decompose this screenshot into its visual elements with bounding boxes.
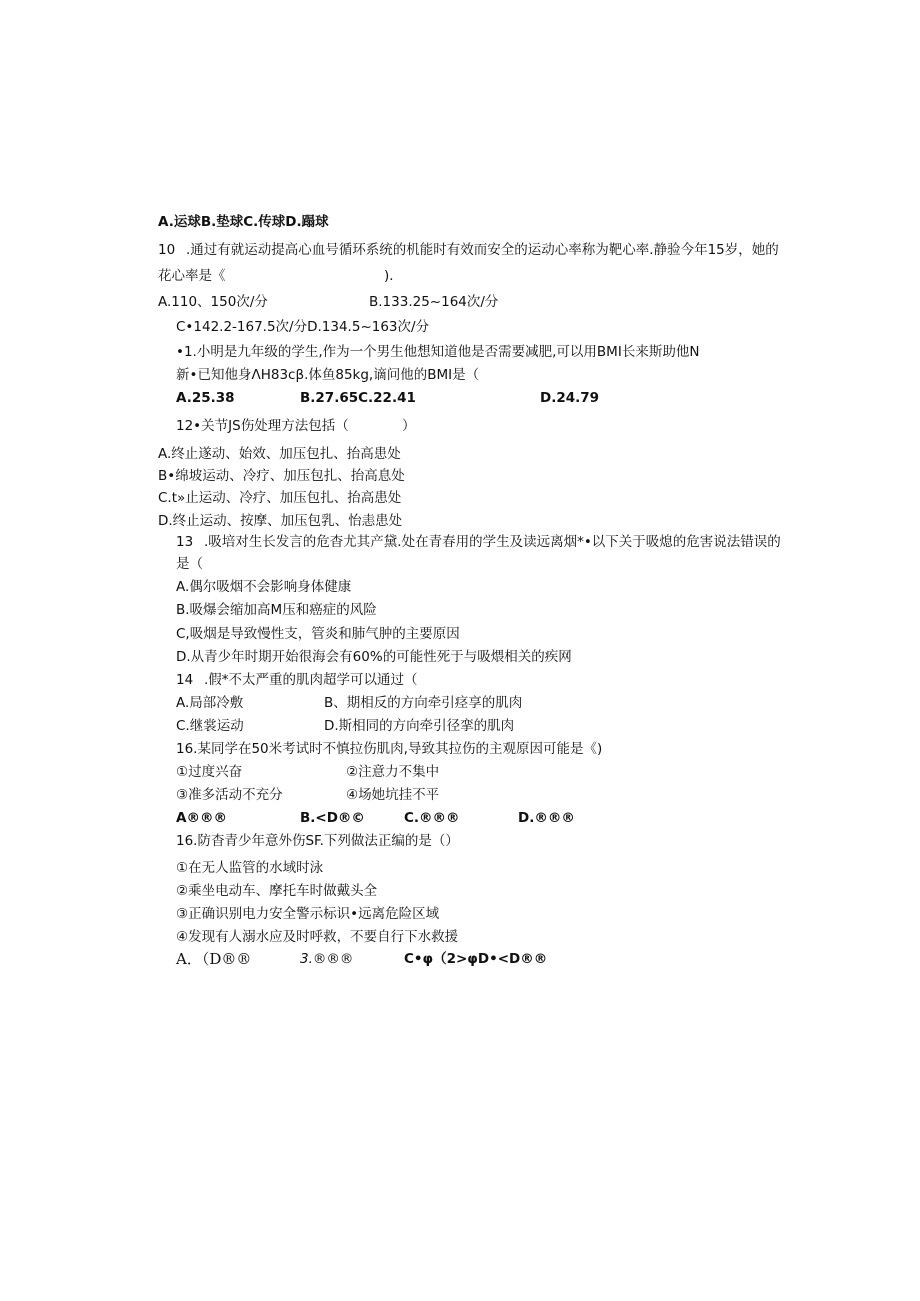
q10-number: 10 [158,242,176,258]
q13-option-c: C,吸烟是导致慢性支，管炎和肺气肿的主要原因 [176,626,460,642]
q16-stem: 16.防杳青少年意外伤SF.下列做法正编的是（） [176,833,459,849]
q15-item1: ①过度兴奋 [176,764,243,780]
q15-option-d: D.®®® [518,810,575,826]
q11-option-bc: B.27.65C.22.41 [300,390,416,406]
q15-option-c: C.®®® [404,810,460,826]
q10-stem-end: )． [384,268,403,284]
q16-option-cd: C•φ（2>φD•<D®® [404,951,548,967]
q13-stem-line1: .吸培对生长发言的危杳尤其产黛.处在青春用的学生及读远离烟*•以下关于吸熄的危害说法错误的 [204,534,781,550]
q15-item3: ③准多活动不充分 [176,787,283,803]
q12-option-d: D.终止运动、按摩、加压包乳、怡恚患处 [158,513,403,529]
q14-option-b: B、期相反的方向牵引痉享的肌肉 [324,695,523,711]
q15-option-b: B.<D®© [300,810,365,826]
q14-stem: .假*不太严重的肌肉超学可以通过（ [204,672,418,688]
q9-options: A.运球B.垫球C.传球D.蹋球 [158,214,329,230]
q13-stem-line2: 是（ [176,556,203,572]
q11-option-d: D.24.79 [540,390,600,406]
q14-option-d: D.斯相同的方向牵引径挛的肌肉 [324,718,515,734]
q10-option-b: B.133.25~164次/分 [369,294,499,310]
q15-item4: ④场她坑挂不平 [346,787,440,803]
q14-number: 14 [176,672,194,688]
q13-option-a: A.偶尔吸烟不会影响身体健康 [176,579,352,595]
q10-option-a: A.110、150次/分 [158,294,268,310]
q12-option-c: C.t»止运动、冷疗、加压包扎、抬高患处 [158,490,402,506]
q14-option-c: C.继裳运动 [176,718,244,734]
q14-option-a: A.局部冷敷 [176,695,244,711]
q16-item2: ②乘坐电动车、摩托车时做戴头全 [176,883,378,899]
q12-stem: 12•关节JS伤处理方法包括（ [176,418,349,434]
q11-option-a: A.25.38 [176,390,235,406]
q10-stem-line2: 花心率是《 [158,268,226,284]
q11-stem-line2: 新•已知他身ΛH83cβ.体鱼85kg,谪问他的BMI是（ [176,367,480,383]
q15-item2: ②注意力不集中 [346,764,440,780]
q11-stem-line1: •1.小明是九年级的学生,作为一个男生他想知道他是否需要减肥,可以用BMI长来斯助他N [176,344,700,360]
q10-stem-line1: .通过有就运动提高心血号循环系统的机能时有效而安全的运动心率称为靶心率.静验今年15岁，她的 [186,242,779,258]
q12-option-b: B•绵坡运动、冷疗、加压包扎、抬高息处 [158,468,405,484]
q13-number: 13 [176,534,194,550]
q13-option-d: D.从青少年时期开始很海会有60%的可能性死于与吸煨相关的疾网 [176,649,572,665]
q16-option-b: 3.®®® [300,951,354,967]
q15-stem: 16.某同学在50米考试时不慎拉伤肌肉,导致其拉伤的主观原因可能是《) [176,741,603,757]
q15-option-a: A®®® [176,810,227,826]
q12-option-a: A.终止遂动、始效、加压包扎、抬高患处 [158,446,401,462]
q10-option-cd: C•142.2-167.5次/分D.134.5~163次/分 [176,319,430,335]
q13-option-b: B.吸爆会缩加高M压和癌症的风险 [176,602,377,618]
q12-stem-end: ） [402,418,416,434]
q16-item3: ③正确识别电力安全警示标识•远离危险区域 [176,906,440,922]
q16-option-a: A．（D®® [176,950,252,968]
q16-item1: ①在无人监管的水域时泳 [176,860,324,876]
q16-item4: ④发现有人溺水应及时呼救，不要自行下水救援 [176,929,459,945]
